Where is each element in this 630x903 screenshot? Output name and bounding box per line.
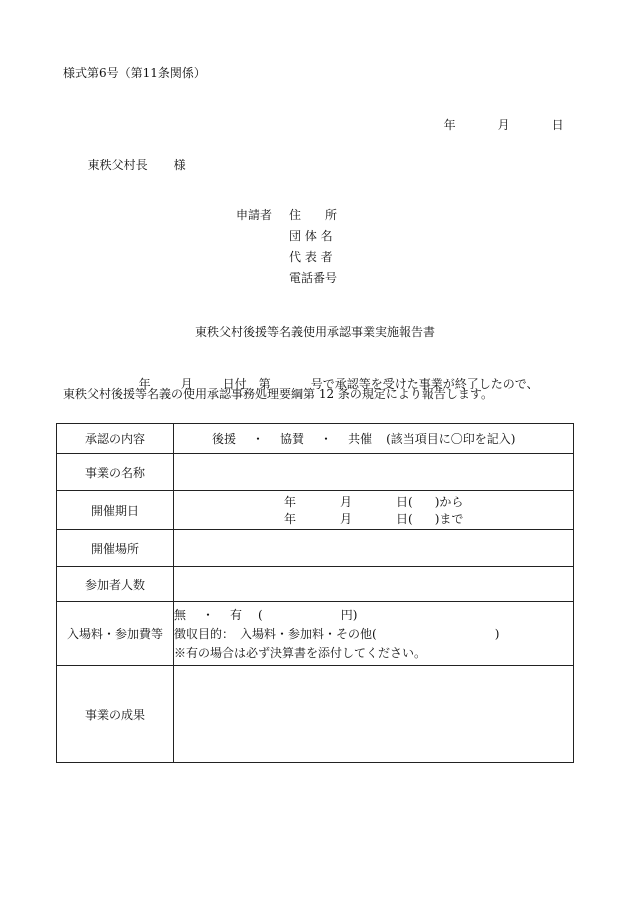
fee-note: ※有の場合は必ず決算書を添付してください。 (174, 646, 427, 660)
participants-field[interactable] (174, 567, 574, 602)
fee-field[interactable] (174, 602, 574, 666)
approval-note: (該当項目に〇印を記入) (386, 432, 516, 446)
place-field[interactable] (174, 530, 574, 567)
applicant-address-label: 住 所 (289, 208, 338, 222)
result-label: 事業の成果 (57, 666, 174, 763)
approval-options[interactable] (174, 424, 574, 454)
applicant-phone-label: 電話番号 (289, 271, 338, 285)
fee-amount-line (174, 605, 573, 624)
place-label: 開催場所 (57, 530, 174, 567)
period-field[interactable] (174, 491, 574, 530)
fee-yes: 有 (230, 608, 243, 622)
period-label: 開催期日 (57, 491, 174, 530)
date-day: 日 (551, 118, 564, 132)
fee-purpose-close: ) (494, 626, 500, 641)
period-year: 年 (284, 495, 297, 509)
fee-yen: 円) (340, 608, 358, 622)
document-title: 東秩父村後援等名義使用承認事業実施報告書 (194, 325, 435, 339)
period-day: 日( (396, 512, 413, 526)
option-separator: ・ (252, 432, 265, 446)
result-field[interactable] (174, 666, 574, 763)
body-month: 月 (180, 377, 193, 391)
body-year: 年 (138, 377, 151, 391)
body-line-2: 東秩父村後援等名義の使用承認事務処理要綱第 12 条の規定により報告します。 (63, 387, 493, 401)
fee-label: 入場料・参加費等 (57, 602, 174, 666)
period-to: )まで (434, 512, 464, 526)
report-table (56, 423, 574, 763)
period-day: 日( (396, 495, 413, 509)
event-name-field[interactable] (174, 454, 574, 491)
period-year: 年 (284, 512, 297, 526)
approval-label: 承認の内容 (57, 424, 174, 454)
date-year: 年 (443, 118, 456, 132)
recipient-name: 東秩父村長 (87, 158, 148, 172)
participants-label: 参加者人数 (57, 567, 174, 602)
fee-paren-open: ( (258, 607, 263, 622)
date-month: 月 (497, 118, 510, 132)
fee-none: 無 (174, 608, 187, 622)
period-from: )から (434, 495, 464, 509)
option-support: 後援 (212, 432, 237, 446)
option-cosponsor: 協賛 (280, 432, 305, 446)
body-day-number: 日付 第 (222, 377, 271, 391)
body-line-1-rest: 号で承認等を受けた事業が終了したので、 (310, 377, 539, 391)
recipient (80, 147, 186, 171)
period-to-line (174, 510, 573, 527)
fee-note-line (174, 643, 573, 662)
event-name-label: 事業の名称 (57, 454, 174, 491)
fee-purpose: 徴収目的： 入場料・参加料・その他( (174, 627, 377, 641)
applicant-group-name-label: 団 体 名 (289, 229, 333, 243)
report-date (436, 107, 564, 131)
form-number: 様式第6号（第11条関係） (63, 66, 206, 80)
recipient-honorific: 様 (173, 158, 186, 172)
applicant-label: 申請者 (236, 208, 273, 222)
period-month: 月 (340, 495, 353, 509)
option-joint: 共催 (348, 432, 373, 446)
fee-purpose-line (174, 624, 573, 643)
applicant-representative-label: 代 表 者 (289, 250, 333, 264)
period-month: 月 (340, 512, 353, 526)
fee-separator: ・ (202, 608, 215, 622)
option-separator: ・ (320, 432, 333, 446)
period-from-line (174, 493, 573, 510)
